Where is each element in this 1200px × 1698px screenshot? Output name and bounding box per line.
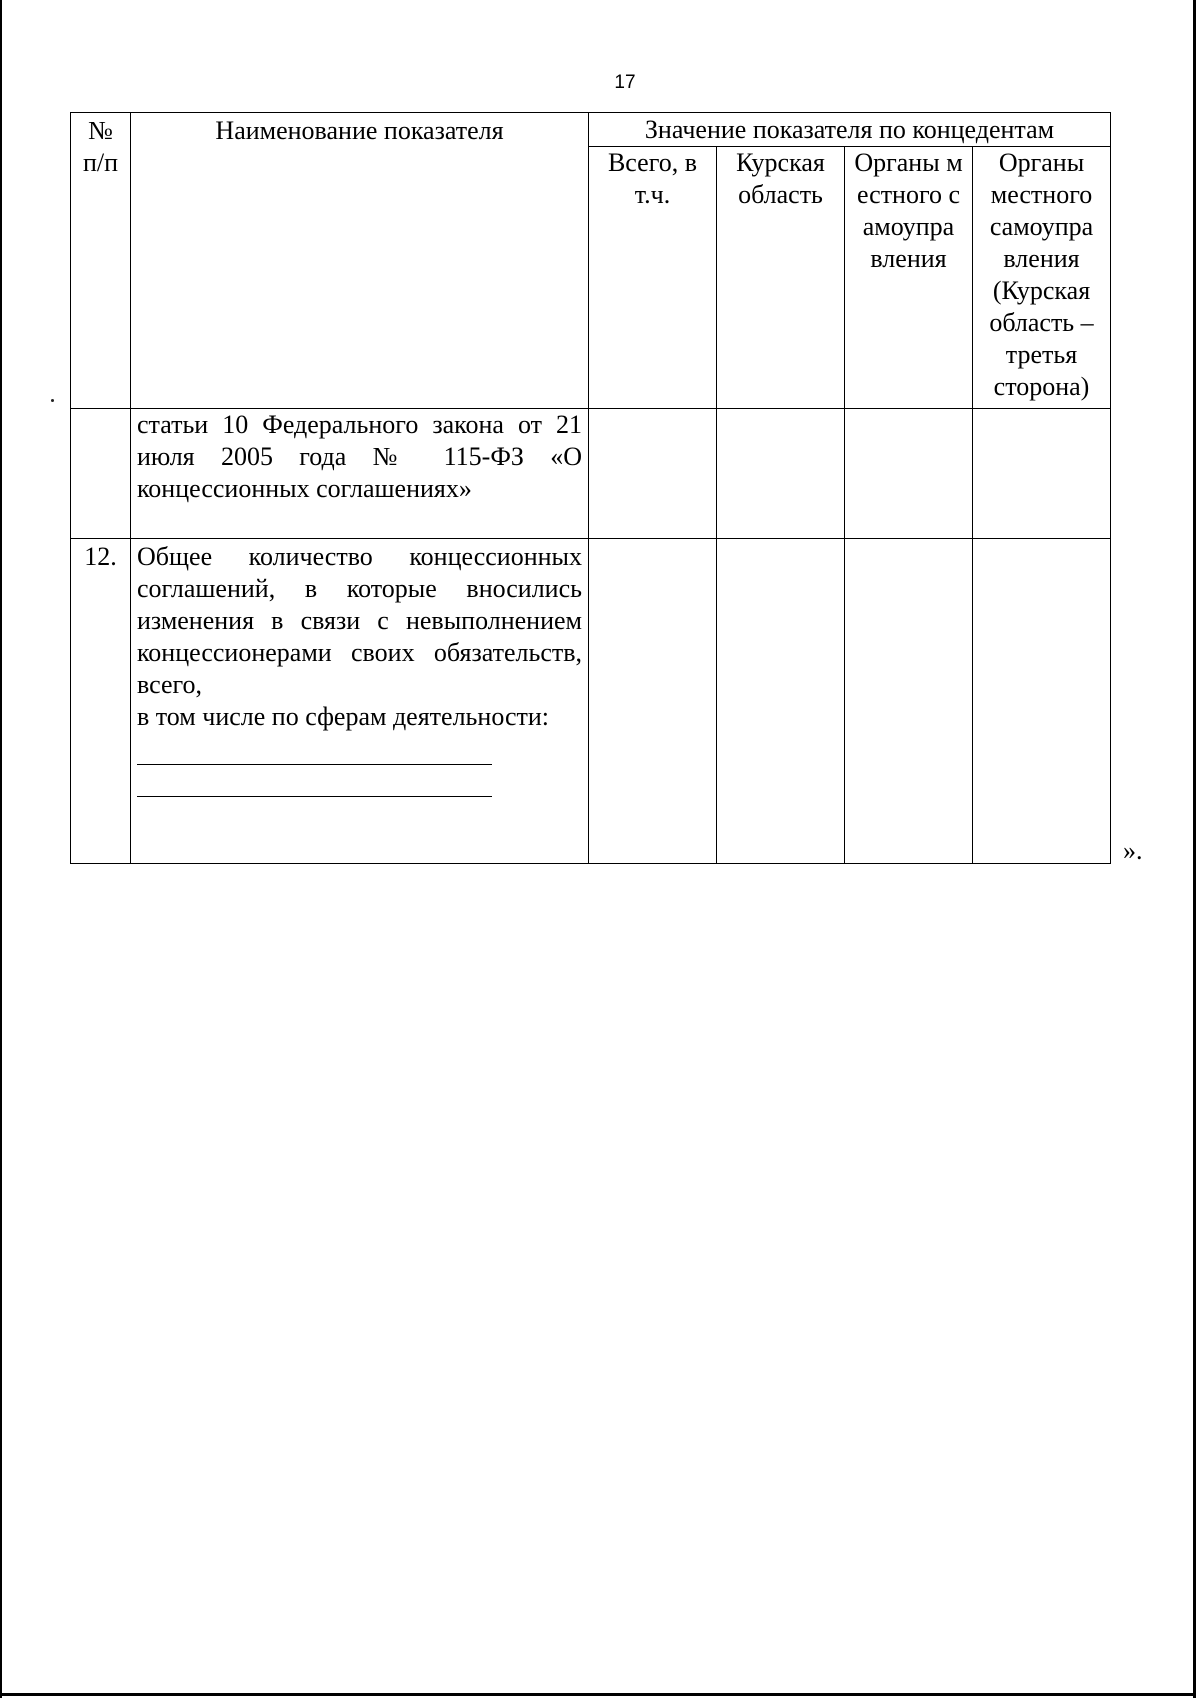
header-col-local xyxy=(845,147,973,409)
scan-speck xyxy=(51,399,54,402)
scan-edge-left xyxy=(0,0,2,1698)
row-value-cell xyxy=(589,409,717,539)
row-value-cell xyxy=(717,539,845,864)
row-num: 12. xyxy=(84,542,117,571)
row-value-cell xyxy=(845,409,973,539)
row-num-cell xyxy=(71,409,131,539)
header-col-total xyxy=(589,147,717,409)
header-name-cell xyxy=(131,113,589,409)
fill-in-line xyxy=(137,765,492,797)
row-value-cell xyxy=(973,409,1111,539)
header-num-label: № п/п xyxy=(82,116,119,177)
header-col-kursk xyxy=(717,147,845,409)
row-name-continued: в том числе по сферам деятельности: xyxy=(137,702,550,731)
row-name-cell xyxy=(131,409,589,539)
row-name: статьи 10 Федерального закона от 21 июля 2005 года № 115-ФЗ «О концессионных соглашениях» xyxy=(137,410,582,503)
table-row xyxy=(71,539,1111,864)
header-col-local-label: Органы местного самоупра вления xyxy=(854,148,963,273)
row-name: Общее количество концессионных соглашений, в которые вносились изменения в связи с невыполнением концессионерами своих обязательств, всего, xyxy=(137,542,582,699)
header-col-total-label: Всего, в т.ч. xyxy=(607,148,698,209)
header-col-local-third-label: Органы местного самоупра вления (Курская область – третья сторона) xyxy=(989,148,1094,401)
header-group-title: Значение показателя по концедентам xyxy=(644,115,1055,144)
row-value-cell xyxy=(973,539,1111,864)
indicators-table xyxy=(70,112,1111,864)
header-num-cell xyxy=(71,113,131,409)
header-col-local-third xyxy=(973,147,1111,409)
row-value-cell xyxy=(717,409,845,539)
row-num-cell xyxy=(71,539,131,864)
table-row xyxy=(71,409,1111,539)
closing-quote-mark: ». xyxy=(1123,836,1143,865)
header-row-1 xyxy=(71,113,1111,147)
row-value-cell xyxy=(589,539,717,864)
row-name-cell xyxy=(131,539,589,864)
row-value-cell xyxy=(845,539,973,864)
fill-in-line xyxy=(137,733,492,765)
page-number: 17 xyxy=(614,72,636,93)
header-name-label: Наименование показателя xyxy=(215,116,504,145)
scan-edge-right xyxy=(1193,0,1196,1698)
header-group-cell xyxy=(589,113,1111,147)
scan-edge-bottom xyxy=(0,1693,1196,1696)
header-col-kursk-label: Курская область xyxy=(736,148,825,209)
